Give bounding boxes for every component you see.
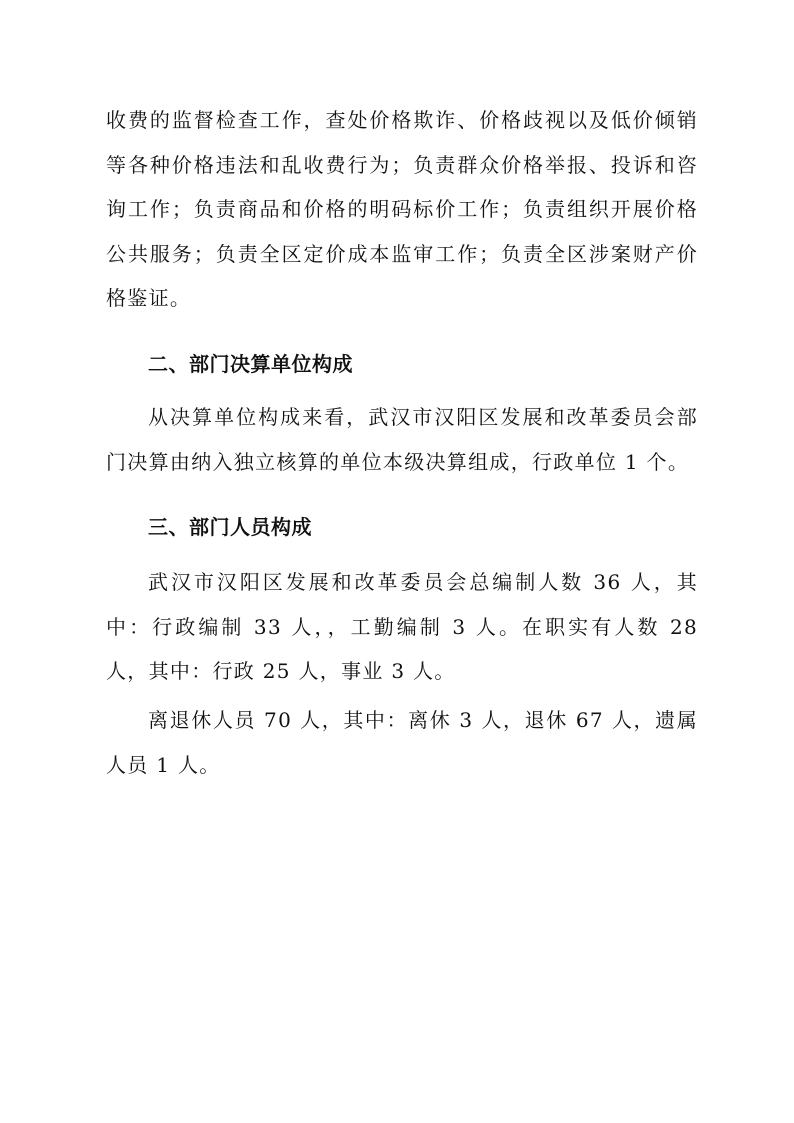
section-3-paragraph-2: 离退休人员 70 人，其中：离休 3 人，退休 67 人，遗属人员 1 人。 bbox=[106, 708, 698, 777]
intro-block bbox=[106, 98, 698, 321]
section-2-body-block bbox=[106, 395, 698, 484]
section-3-heading: 三、部门人员构成 bbox=[148, 515, 312, 539]
section-3-body-block-2 bbox=[106, 698, 698, 787]
section-3-heading-block bbox=[106, 505, 698, 549]
section-3-body-block-1 bbox=[106, 560, 698, 694]
section-2-heading: 二、部门决算单位构成 bbox=[148, 352, 353, 376]
section-3-paragraph-1: 武汉市汉阳区发展和改革委员会总编制人数 36 人，其中：行政编制 33 人，，工勤编制 3 人。在职实有人数 28 人，其中：行政 25 人，事业 3 人。 bbox=[106, 570, 698, 683]
intro-paragraph: 收费的监督检查工作，查处价格欺诈、价格歧视以及低价倾销等各种价格违法和乱收费行为；负责群众价格举报、投诉和咨询工作；负责商品和价格的明码标价工作；负责组织开展价格公共服务；负责全区定价成本监审工作；负责全区涉案财产价格鉴证。 bbox=[106, 108, 698, 310]
section-2-paragraph: 从决算单位构成来看，武汉市汉阳区发展和改革委员会部门决算由纳入独立核算的单位本级决算组成，行政单位 1 个。 bbox=[106, 405, 698, 474]
section-2-heading-block bbox=[106, 342, 698, 386]
